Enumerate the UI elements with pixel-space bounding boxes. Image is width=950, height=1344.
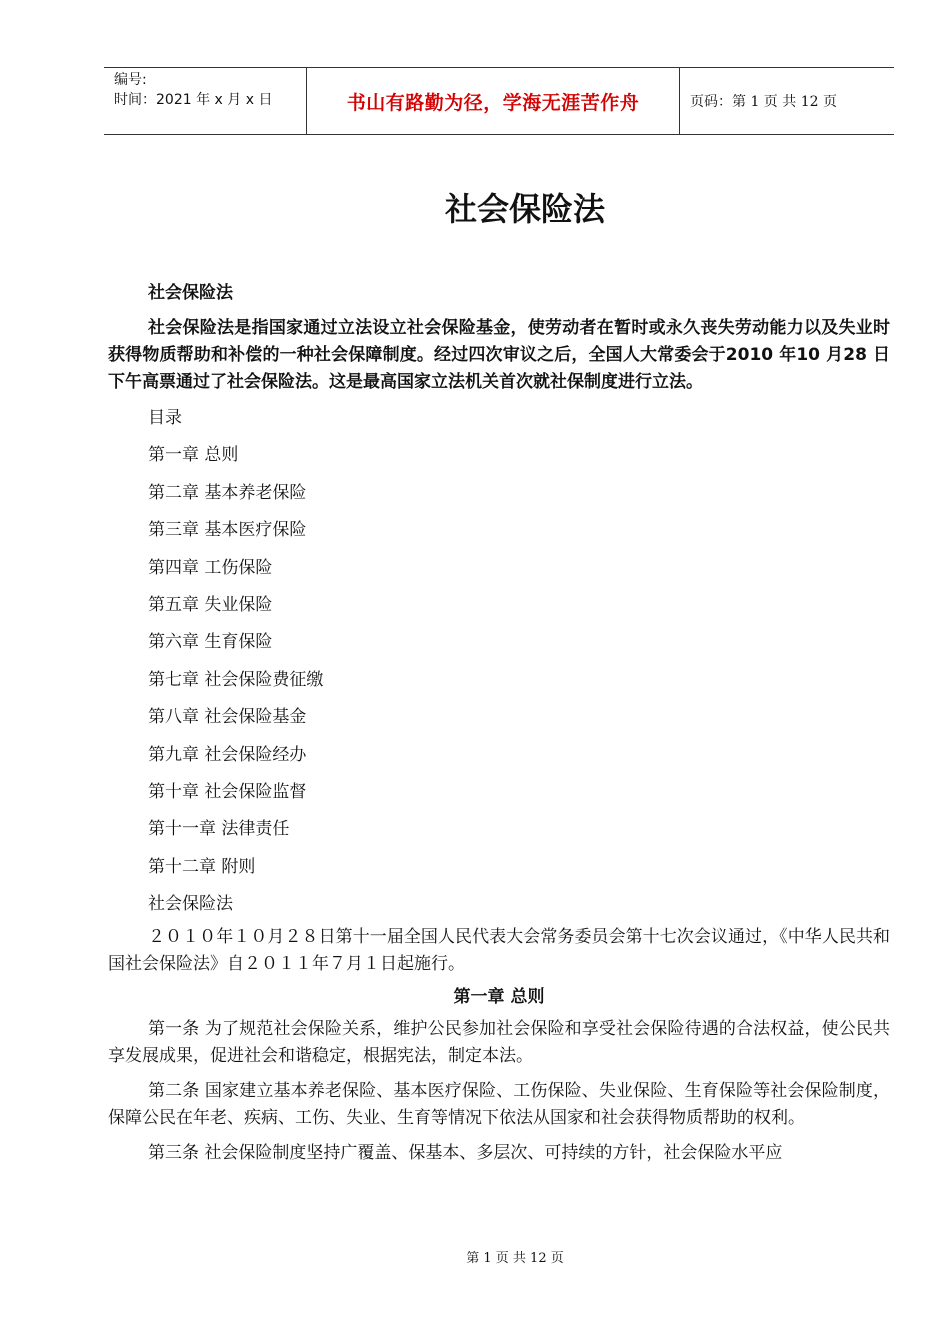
number-label: 编号: bbox=[114, 72, 147, 88]
law-name: 社会保险法 bbox=[148, 894, 233, 915]
page-title: 社会保险法 bbox=[444, 190, 605, 228]
toc-item: 第十一章 法律责任 bbox=[148, 819, 290, 840]
toc-item: 第三章 基本医疗保险 bbox=[148, 520, 307, 541]
toc-item: 第九章 社会保险经办 bbox=[148, 744, 307, 765]
article-3: 第三条 社会保险制度坚持广覆盖、保基本、多层次、可持续的方针，社会保险水平应 bbox=[148, 1142, 783, 1163]
toc-item: 第一章 总则 bbox=[148, 445, 239, 466]
article-1: 第一条 为了规范社会保险关系，维护公民参加社会保险和享受社会保险待遇的合法权益，使公民共享发展成果，促进社会和谐稳定，根据宪法，制定本法。 bbox=[108, 1018, 890, 1066]
page-footer: 第 1 页 共 12 页 bbox=[466, 1251, 564, 1266]
enactment-paragraph: ２０１０年１０月２８日第十一届全国人民代表大会常务委员会第十七次会议通过，《中华人民共和国社会保险法》自２０１１年７月１日起施行。 bbox=[108, 926, 890, 974]
toc-item: 第六章 生育保险 bbox=[148, 632, 273, 653]
toc-item: 第七章 社会保险费征缴 bbox=[148, 669, 324, 690]
toc-label: 目录 bbox=[148, 408, 182, 428]
toc-item: 第四章 工伤保险 bbox=[148, 557, 273, 578]
article-2: 第二条 国家建立基本养老保险、基本医疗保险、工伤保险、失业保险、生育保险等社会保险制度，保障公民在年老、疾病、工伤、失业、生育等情况下依法从国家和社会获得物质帮助的权利。 bbox=[108, 1080, 890, 1128]
intro-paragraph: 社会保险法是指国家通过立法设立社会保险基金，使劳动者在暂时或永久丧失劳动能力以及失业时获得物质帮助和补偿的一种社会保障制度。经过四次审议之后，全国人大常委会于2010 年10 月28 日下午高票通过了社会保险法。这是最高国家立法机关首次就社保制度进行立法。 bbox=[108, 318, 890, 392]
motto: 书山有路勤为径，学海无涯苦作舟 bbox=[307, 68, 680, 134]
document-body bbox=[108, 280, 890, 1167]
intro-heading: 社会保险法 bbox=[148, 283, 233, 303]
header-left-cell bbox=[104, 68, 307, 134]
header-table bbox=[104, 67, 894, 135]
toc-item: 第五章 失业保险 bbox=[148, 595, 273, 616]
toc bbox=[108, 400, 890, 924]
time-label: 时间：2021 年 x 月 x 日 bbox=[114, 92, 273, 108]
toc-item: 第八章 社会保险基金 bbox=[148, 707, 307, 728]
page-info: 页码：第 1 页 共 12 页 bbox=[690, 94, 837, 110]
toc-item: 第十二章 附则 bbox=[148, 856, 256, 877]
chapter-heading: 第一章 总则 bbox=[453, 986, 545, 1007]
toc-item: 第十章 社会保险监督 bbox=[148, 782, 307, 803]
toc-item: 第二章 基本养老保险 bbox=[148, 482, 307, 503]
